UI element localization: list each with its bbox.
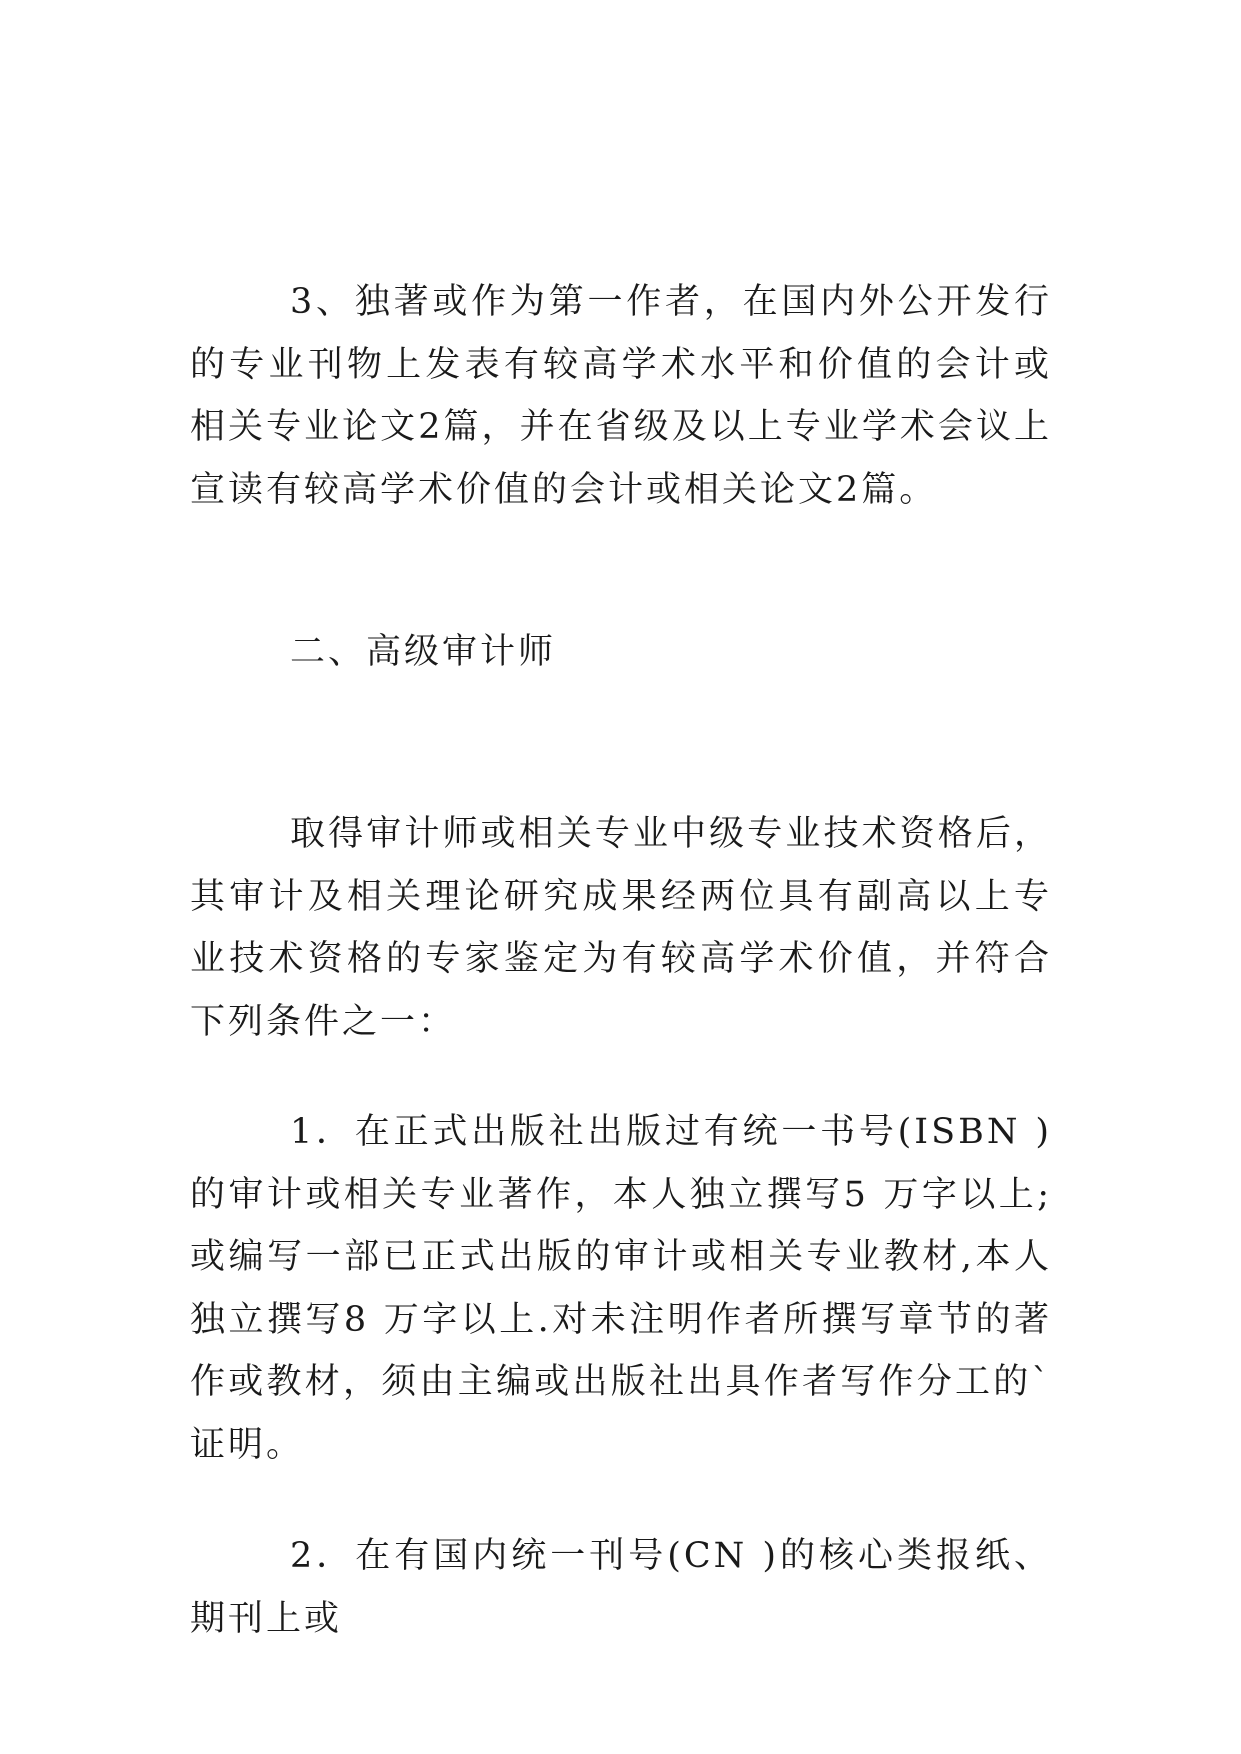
paragraph-auditor-qualification: 取得审计师或相关专业中级专业技术资格后，其审计及相关理论研究成果经两位具有副高以上专业技术资格的专家鉴定为有较高学术价值，并符合下列条件之一： [190,814,1052,1042]
section-heading-senior-auditor: 二、高级审计师 [290,632,557,672]
paragraph-condition-1: 1．在正式出版社出版过有统一书号(ISBN )的审计或相关专业著作，本人独立撰写5 万字以上;或编写一部已正式出版的审计或相关专业教材,本人独立撰写8 万字以上.对未注明作者所撰写章节的著作或教材，须由主编或出版社出具作者写作分工的`证明。 [190,1112,1052,1465]
paragraph-publication-requirement: 3、独著或作为第一作者，在国内外公开发行的专业刊物上发表有较高学术水平和价值的会计或相关专业论文2篇，并在省级及以上专业学术会议上宣读有较高学术价值的会计或相关论文2篇。 [190,282,1052,510]
paragraph-condition-2: 2．在有国内统一刊号(CN )的核心类报纸、期刊上或 [190,1536,1052,1639]
